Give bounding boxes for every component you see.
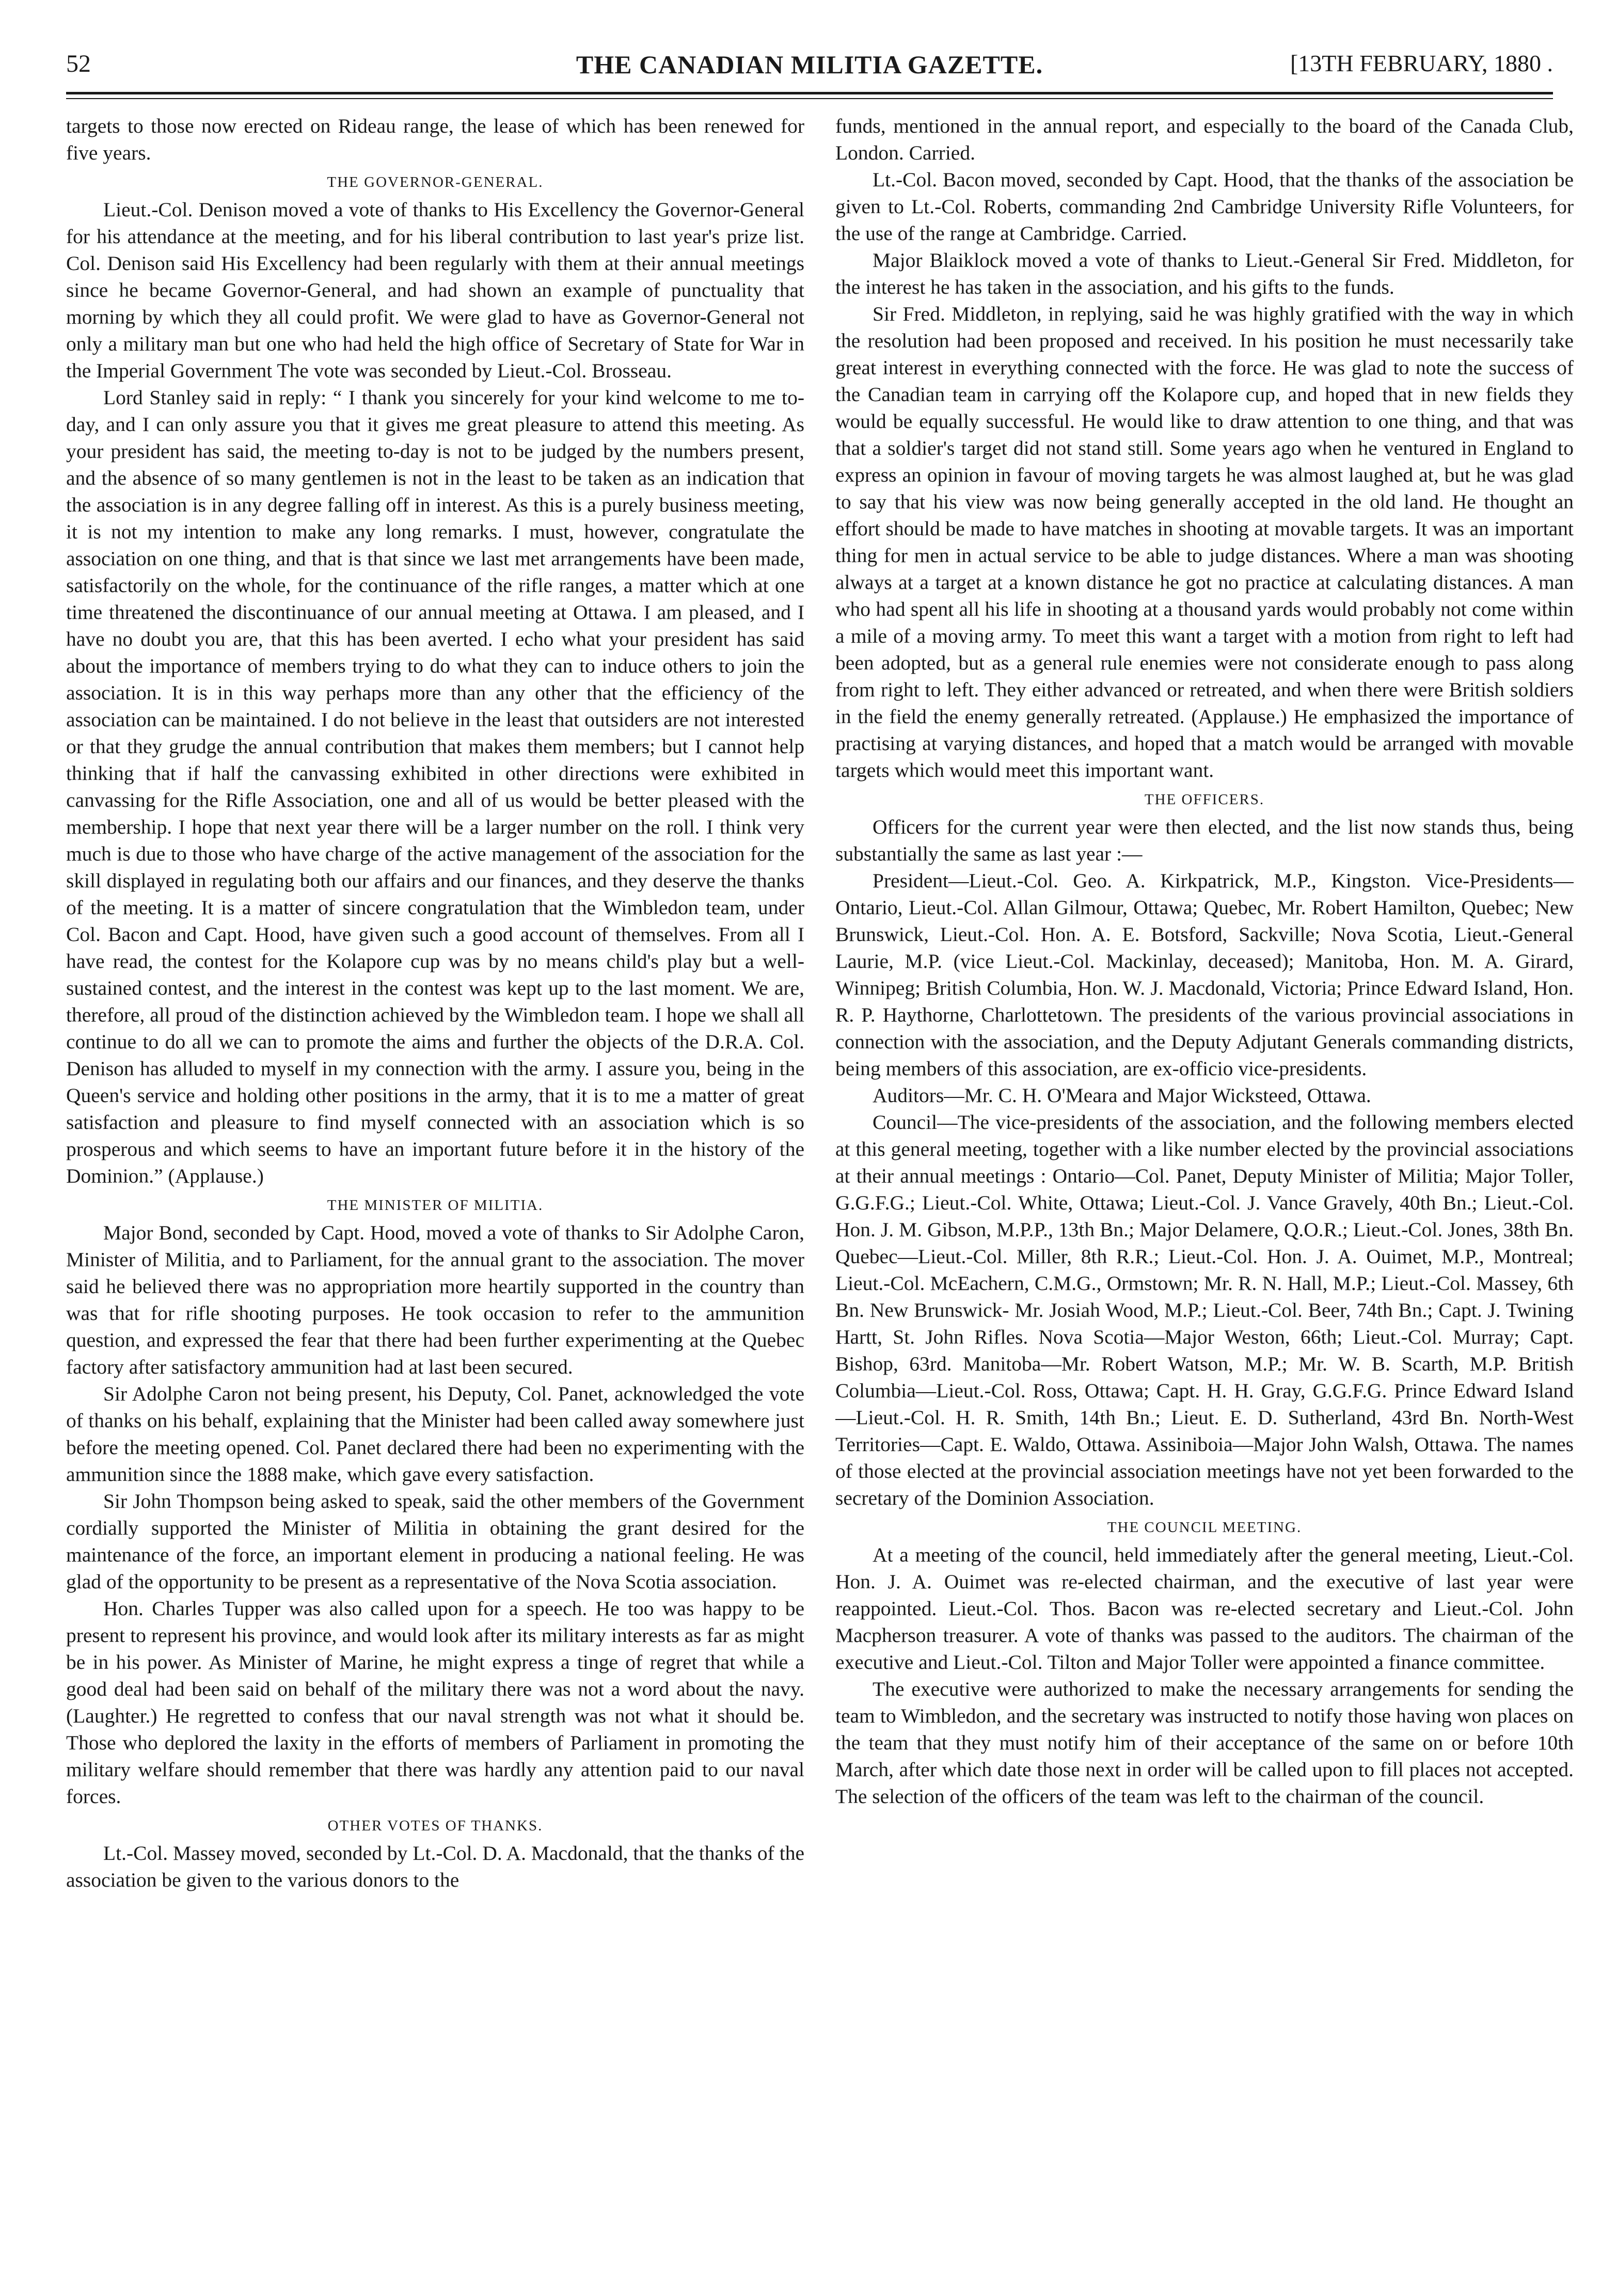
paragraph: Lt.-Col. Bacon moved, seconded by Capt. Hood, that the thanks of the association be given to Lt.-Col. Roberts, commanding 2nd Cambridge University Rifle Volunteers, for the use of the range at Cambridge. Carried.: [835, 168, 1574, 245]
paragraph: At a meeting of the council, held immediately after the general meeting, Lieut.-Col. Hon. J. A. Ouimet was re-elected chairman, and the executive of last year were reappointed. Lieut.-Col. Thos. Bacon was re-elected secretary and Lieut.-Col. John Macpherson treasurer. A vote of thanks was passed to the auditors. The chairman of the executive and Lieut.-Col. Tilton and Major Toller were appointed a finance committee.: [835, 1543, 1574, 1673]
paragraph: Major Blaiklock moved a vote of thanks to Lieut.-General Sir Fred. Middleton, for the interest he has taken in the association, and his gifts to the funds.: [835, 249, 1574, 298]
section-heading-other-votes: OTHER VOTES OF THANKS.: [327, 1817, 543, 1834]
header-rule-thin: [66, 98, 1553, 99]
paragraph: Council—The vice-presidents of the association, and the following members elected at this general meeting, together with a like number elected by the provincial associations at their annual meetings : Ontario—Col. Panet, Deputy Minister of Militia; Major Toller, G.G.F.G.; Lieut.-Col. White, Ottawa; Lieut.-Col. J. Vance Gravely, 40th Bn.; Lieut.-Col. Hon. J. M. Gibson, M.P.P., 13th Bn.; Major Delamere, Q.O.R.; Lieut.-Col. Jones, 38th Bn. Quebec—Lieut.-Col. Miller, 8th R.R.; Lieut.-Col. Hon. J. A. Ouimet, M.P., Montreal; Lieut.-Col. McEachern, C.M.G., Ormstown; Mr. R. N. Hall, M.P.; Lieut.-Col. Massey, 6th Bn. New Brunswick- Mr. Josiah Wood, M.P.; Lieut.-Col. Beer, 74th Bn.; Capt. J. Twining Hartt, St. John Rifles. Nova Scotia—Major Weston, 66th; Lieut.-Col. Murray; Capt. Bishop, 63rd. Manitoba—Mr. Robert Watson, M.P.; Mr. W. B. Scarth, M.P. British Columbia—Lieut.-Col. Ross, Ottawa; Capt. H. H. Gray, G.G.F.G. Prince Edward Island—Lieut.-Col. H. R. Smith, 14th Bn.; Lieut. E. D. Sutherland, 43rd Bn. North-West Territories—Capt. E. Waldo, Ottawa. Assiniboia—Major John Walsh, Ottawa. The names of those elected at the provincial association meetings have not yet been forwarded to the secretary of the Dominion Association.: [835, 1111, 1574, 1509]
paragraph: Lt.-Col. Massey moved, seconded by Lt.-Col. D. A. Macdonald, that the thanks of the association be given to the various donors to the: [66, 1842, 804, 1891]
paragraph: Hon. Charles Tupper was also called upon for a speech. He too was happy to be present to represent his province, and would look after its military interests as far as might be in his power. As Minister of Marine, he might express a tinge of regret that while a good deal had been said on behalf of the military there was not a word about the navy. (Laughter.) He regretted to confess that our naval strength was not what it should be. Those who deplored the laxity in the efforts of members of Parliament in promoting the military welfare should remember that there was hardly any attention paid to our naval forces.: [66, 1597, 804, 1808]
paragraph: Officers for the current year were then elected, and the list now stands thus, being substantially the same as last year :—: [835, 816, 1574, 865]
header-rule-thick: [66, 92, 1553, 94]
section-heading-council-meeting: THE COUNCIL MEETING.: [1107, 1519, 1302, 1536]
issue-date: [13TH FEBRUARY, 1880 .: [1290, 50, 1553, 76]
paragraph: Major Bond, seconded by Capt. Hood, moved a vote of thanks to Sir Adolphe Caron, Minister of Militia, and to Parliament, for the annual grant to the association. The mover said he believed there was no appropriation more heartily supported in the country than was that for rifle shooting purposes. He took occasion to refer to the ammunition question, and expressed the fear that there had been further experimenting at the Quebec factory after satisfactory ammunition had at last been secured.: [66, 1221, 804, 1378]
paragraph: Sir John Thompson being asked to speak, said the other members of the Government cordially supported the Minister of Militia in obtaining the grant desired for the maintenance of the force, an important element in producing a national feeling. He was glad of the opportunity to be present as a representative of the Nova Scotia association.: [66, 1490, 804, 1593]
paragraph: Lord Stanley said in reply: “ I thank you sincerely for your kind welcome to me to-day, and I can only assure you that it gives me great pleasure to attend this meeting. As your president has said, the meeting to-day is not to be judged by the numbers present, and the absence of so many gentlemen is not in the least to be taken as an indication that the association is in any degree falling off in interest. As this is a purely business meeting, it is not my intention to make any long remarks. I must, however, congratulate the association on one thing, and that is that since we last met arrangements have been made, satisfactorily on the whole, for the continuance of the rifle ranges, a matter which at one time threatened the discontinuance of our annual meeting at Ottawa. I am pleased, and I have no doubt you are, that this has been averted. I echo what your president has said about the importance of members trying to do what they can to induce others to join the association. It is in this way perhaps more than any other that the efficiency of the association can be maintained. I do not believe in the least that outsiders are not interested or that they grudge the annual contribution that makes them members; but I cannot help thinking that if half the canvassing exhibited in other directions were exhibited in canvassing for the Rifle Association, one and all of us would be better pleased with the membership. I hope that next year there will be a larger number on the roll. I think very much is due to those who have charge of the active management of the association for the skill displayed in regulating both our affairs and our finances, and they deserve the thanks of the meeting. It is a matter of sincere congratulation that the Wimbledon team, under Col. Bacon and Capt. Hood, have given such a good account of themselves. From all I have read, the contest for the Kolapore cup was by no means child's play but a well-sustained contest, and the interest in the contest was kept up to the last moment. We are, therefore, all proud of the distinction achieved by the Wimbledon team. I hope we shall all continue to do all we can to promote the aims and further the objects of the D.R.A. Col. Denison has alluded to myself in my connection with the army. I assure you, being in the Queen's service and holding other positions in the army, that it is to me a matter of great satisfaction and pleasure to find myself connected with an association which is so prosperous and which seems to have an important future before it in the history of the Dominion.” (Applause.): [66, 386, 804, 1187]
paragraph: Auditors—Mr. C. H. O'Meara and Major Wicksteed, Ottawa.: [873, 1084, 1371, 1107]
section-heading-governor-general: THE GOVERNOR-GENERAL.: [327, 174, 544, 190]
page-header: [66, 50, 1553, 91]
page-number: 52: [66, 50, 91, 77]
paragraph: Lieut.-Col. Denison moved a vote of thanks to His Excellency the Governor-General for his attendance at the meeting, and for his liberal contribution to last year's prize list. Col. Denison said His Excellency had been regularly with them at their annual meetings since he became Governor-General, and had shown an example of punctuality that morning by which they all could profit. We were glad to have as Governor-General not only a military man but one who had held the high office of Secretary of State for War in the Imperial Government The vote was seconded by Lieut.-Col. Brosseau.: [66, 198, 804, 382]
paragraph: targets to those now erected on Rideau range, the lease of which has been renewed for five years.: [66, 115, 804, 164]
newspaper-title: THE CANADIAN MILITIA GAZETTE.: [576, 50, 1043, 79]
paragraph: Sir Adolphe Caron not being present, his Deputy, Col. Panet, acknowledged the vote of thanks on his behalf, explaining that the Minister had been called away somewhere just before the meeting opened. Col. Panet declared there had been no experimenting with the ammunition since the 1888 make, which gave every satisfaction.: [66, 1382, 804, 1486]
section-heading-minister-of-militia: THE MINISTER OF MILITIA.: [327, 1197, 544, 1214]
left-column: [66, 113, 804, 2260]
right-column: [835, 113, 1574, 2260]
paragraph: President—Lieut.-Col. Geo. A. Kirkpatrick, M.P., Kingston. Vice-Presidents—Ontario, Lieut.-Col. Allan Gilmour, Ottawa; Quebec, Mr. Robert Hamilton, Quebec; New Brunswick, Lieut.-Col. Hon. A. E. Botsford, Sackville; Nova Scotia, Lieut.-General Laurie, M.P. (vice Lieut.-Col. Mackinlay, deceased); Manitoba, Hon. M. A. Girard, Winnipeg; British Columbia, Hon. W. J. Macdonald, Victoria; Prince Edward Island, Hon. R. P. Haythorne, Charlottetown. The presidents of the various provincial associations in connection with the association, and the Deputy Adjutant Generals commanding districts, being members of this association, are ex-officio vice-presidents.: [835, 869, 1574, 1080]
paragraph: funds, mentioned in the annual report, and especially to the board of the Canada Club, London. Carried.: [835, 115, 1574, 164]
section-heading-officers: THE OFFICERS.: [1144, 791, 1265, 808]
paragraph: The executive were authorized to make the necessary arrangements for sending the team to Wimbledon, and the secretary was instructed to notify those having won places on the team that they must notify him of their acceptance of the same on or before 10th March, after which date those next in order will be called upon to fill places not accepted. The selection of the officers of the team was left to the chairman of the council.: [835, 1678, 1574, 1808]
paragraph: Sir Fred. Middleton, in replying, said he was highly gratified with the way in which the resolution had been proposed and received. In his position he must necessarily take great interest in everything connected with the force. He was glad to note the success of the Canadian team in carrying off the Kolapore cup, and hoped that in new fields they would be equally successful. He would like to draw attention to one thing, and that was that a soldier's target did not stand still. Some years ago when he ventured in England to express an opinion in favour of moving targets he was almost laughed at, but he was glad to say that his view was now being generally accepted in the old land. He thought an effort should be made to have matches in shooting at movable targets. It was an important thing for men in actual service to be able to judge distances. Where a man was shooting always at a target at a known distance he got no practice at calculating distances. A man who had spent all his life in shooting at a thousand yards would probably not come within a mile of a moving army. To meet this want a target with a motion from right to left had been adopted, but as a general rule enemies were not considerate enough to pass along from right to left. They either advanced or retreated, and when there were British soldiers in the field the enemy generally retreated. (Applause.) He emphasized the importance of practising at varying distances, and hoped that a match would be arranged with movable targets which would meet this important want.: [835, 302, 1574, 782]
